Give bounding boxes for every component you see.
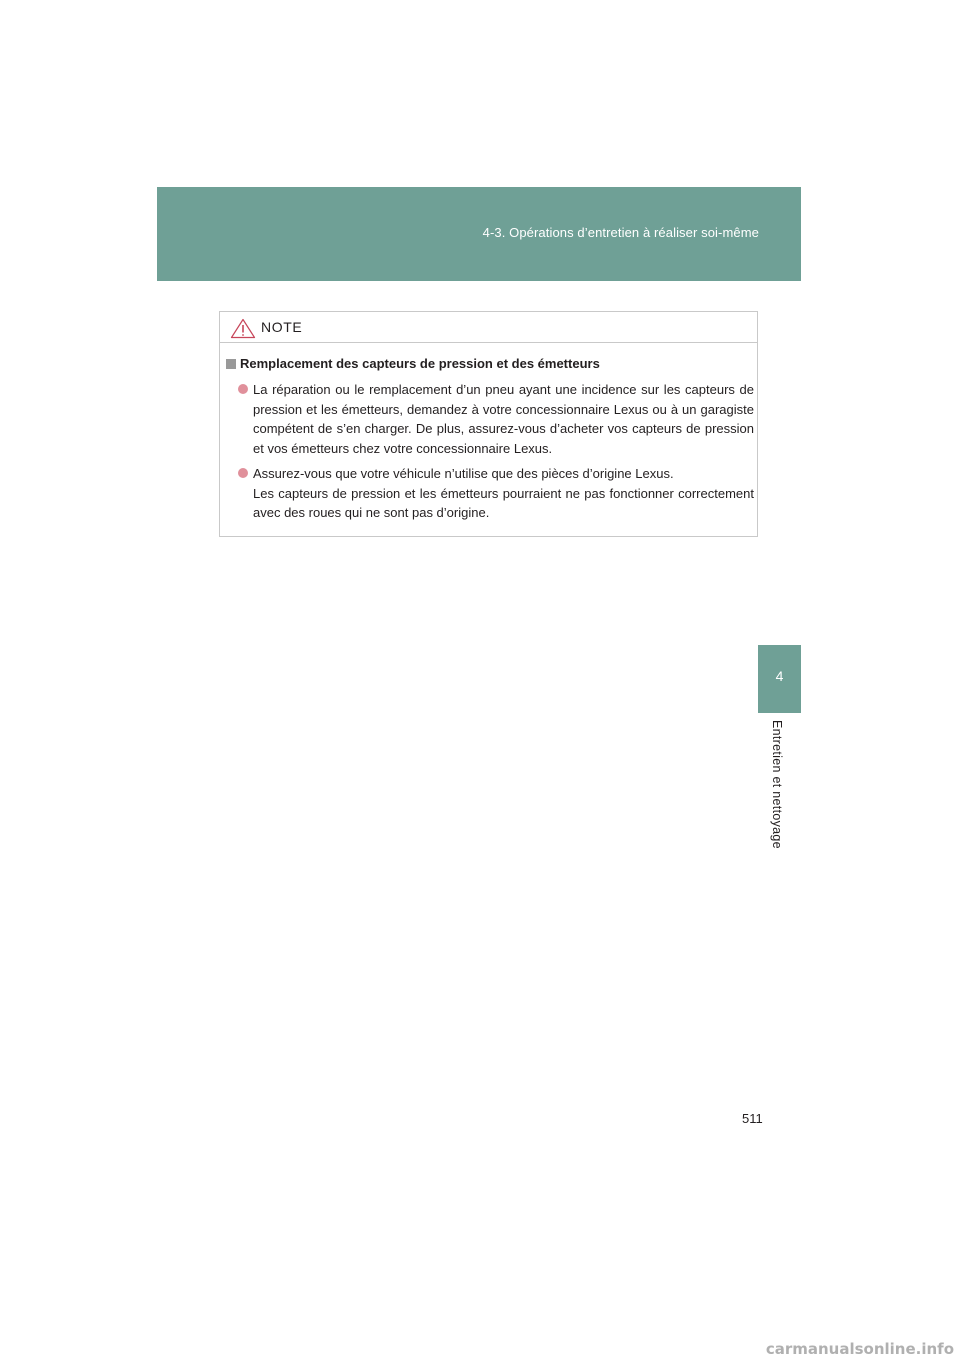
note-section-heading [226, 356, 600, 371]
round-bullet-icon [238, 468, 248, 478]
note-bullet-paragraph: Assurez-vous que votre véhicule n’utilise que des pièces d’origine Lexus. [253, 466, 674, 481]
page-number: 511 [742, 1111, 763, 1126]
note-box [219, 311, 758, 537]
note-heading-text: Remplacement des capteurs de pression et des émetteurs [240, 356, 600, 371]
note-bullet [238, 464, 754, 523]
note-bullet-text [253, 380, 754, 458]
note-bullet-paragraph: La réparation ou le remplacement d’un pneu ayant une incidence sur les capteurs de pression et les émetteurs, demandez à votre concessionnaire Lexus ou à un garagiste compétent de s’en charger. De plus, assurez-vous d’acheter vos capteurs de pression et vos émetteurs chez votre concessionnaire Lexus. [253, 382, 754, 456]
watermark-logo [718, 1338, 958, 1358]
section-title: 4-3. Opérations d’entretien à réaliser soi-même [482, 225, 759, 240]
note-bullet-paragraph: Les capteurs de pression et les émetteurs pourraient ne pas fonctionner correctement avec des roues qui ne sont pas d’origine. [253, 485, 754, 520]
section-header-band [157, 187, 801, 281]
watermark-text: carmanualsonline.info [765, 1340, 954, 1358]
note-bullet-text [253, 464, 754, 523]
note-bullet [238, 380, 754, 458]
square-bullet-icon [226, 359, 236, 369]
chapter-number: 4 [775, 668, 784, 684]
chapter-tab [758, 645, 801, 713]
note-header [220, 312, 757, 343]
chapter-title: Entretien et nettoyage [770, 720, 784, 849]
warning-triangle-icon [230, 318, 256, 339]
round-bullet-icon [238, 384, 248, 394]
watermark-graphic [718, 1338, 958, 1358]
note-label: NOTE [261, 319, 303, 335]
